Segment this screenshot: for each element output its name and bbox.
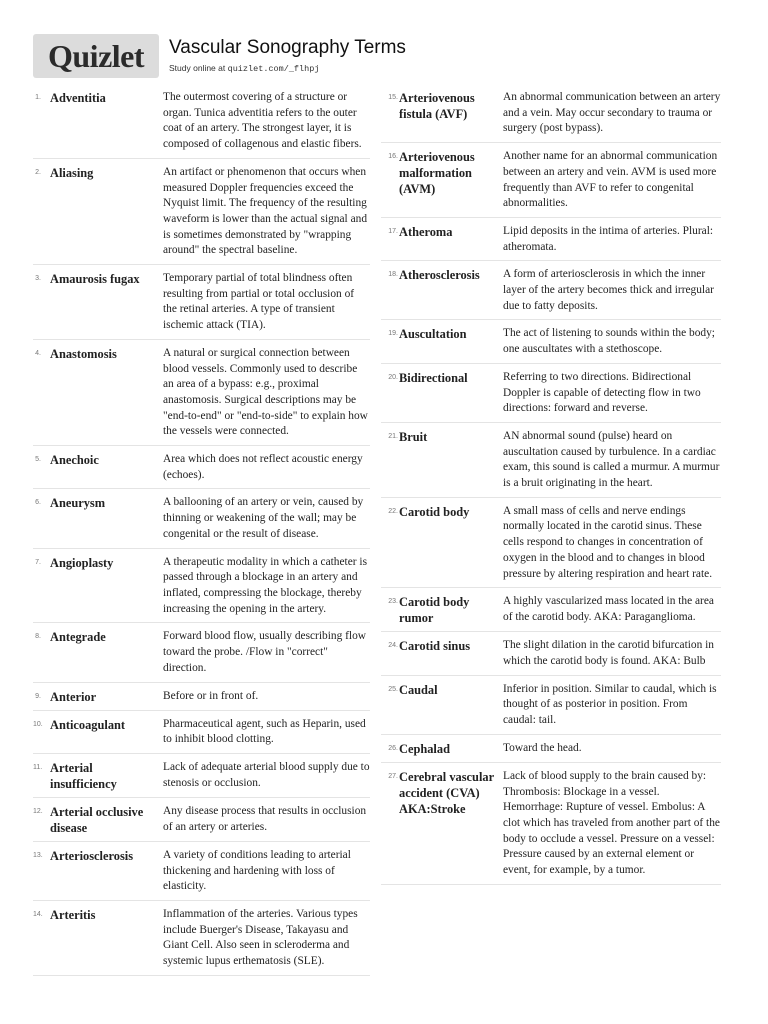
term-number: 17. (388, 227, 398, 235)
term-number: 3. (35, 275, 41, 283)
term-number: 6. (35, 499, 41, 507)
term-number: 10. (33, 720, 43, 728)
term-definition: AN abnormal sound (pulse) heard on auscultation caused by turbulence. In a cardiac exam, this sound is called a murmur. A murmur is a bruit originating in the heart. (503, 429, 720, 490)
term-name: Anterior (50, 689, 97, 704)
term-number: 18. (388, 271, 398, 279)
term-number: 21. (388, 432, 398, 440)
term-definition: Any disease process that results in occlusion of an artery or arteries. (163, 804, 367, 833)
term-row (381, 261, 721, 320)
term-name: Anastomosis (50, 346, 117, 361)
term-name: Aliasing (50, 165, 94, 180)
term-name: Arteritis (50, 908, 96, 923)
term-definition: A therapeutic modality in which a catheter is passed through a blockage in an artery and inflated, compressing the blockage, thereby increasing the opening in the artery. (163, 555, 368, 615)
term-name: Auscultation (399, 327, 467, 342)
term-definition: A variety of conditions leading to arterial thickening and hardening with loss of elasticity. (163, 848, 351, 893)
term-name: Arteriovenous fistula (AVF) (399, 91, 475, 121)
term-number: 12. (33, 807, 43, 815)
study-url-link[interactable]: quizlet.com/_flhpj (227, 64, 320, 74)
term-name: Angioplasty (50, 555, 114, 570)
term-definition: An abnormal communication between an artery and a vein. May occur secondary to trauma or surgery (post bypass). (503, 91, 721, 135)
term-number: 9. (35, 692, 41, 700)
term-number: 8. (35, 633, 41, 641)
term-definition: Before or in front of. (163, 689, 259, 702)
term-definition: The slight dilation in the carotid bifurcation in which the carotid body is found. AKA: Bulb (503, 639, 714, 667)
term-number: 13. (33, 851, 43, 859)
term-number: 1. (35, 94, 41, 101)
term-row (33, 711, 370, 754)
term-name: Cephalad (399, 741, 450, 756)
term-row (33, 754, 370, 798)
term-number: 14. (33, 911, 43, 919)
term-row (381, 218, 721, 261)
term-number: 24. (388, 642, 398, 650)
term-name: Carotid body rumor (399, 595, 470, 626)
term-name: Anechoic (50, 453, 99, 468)
term-row (33, 265, 370, 340)
term-name: Adventitia (50, 91, 106, 105)
term-name: Bidirectional (399, 370, 468, 385)
term-name: Bruit (399, 429, 428, 444)
term-row (381, 364, 721, 423)
term-number: 5. (35, 456, 41, 464)
term-number: 26. (388, 744, 398, 752)
quizlet-logo: Quizlet (33, 34, 159, 78)
term-name: Arterial occlusive disease (50, 804, 144, 835)
term-row (381, 143, 721, 218)
term-name: Atherosclerosis (399, 268, 480, 283)
term-name: Arteriovenous malformation (AVM) (399, 150, 475, 197)
term-row (381, 84, 721, 143)
term-definition: Lipid deposits in the intima of arteries. Plural: atheromata. (503, 224, 714, 253)
term-row (33, 798, 370, 842)
term-definition: Lack of blood supply to the brain caused by: Thrombosis: Blockage in a vessel. Hemorrhage: Rupture of vessel. Embolus: A clot which has traveled from another part of the body to occlude a vessel. Pressure on a vessel: Pressure caused by an external element or event, for example, by a tumor. (503, 769, 720, 877)
term-definition: Inferior in position. Similar to caudal, which is thought of as posterior in position. From caudal: tail. (503, 682, 717, 727)
term-row (33, 901, 370, 976)
term-row (33, 623, 370, 682)
term-name: Arterial insufficiency (50, 760, 117, 791)
term-name: Atheroma (399, 224, 453, 239)
term-row (33, 842, 370, 901)
term-row (33, 683, 370, 711)
term-definition: Lack of adequate arterial blood supply due to stenosis or occlusion. (163, 760, 370, 789)
term-row (381, 320, 721, 363)
term-name: Amaurosis fugax (50, 272, 140, 287)
term-row (33, 84, 370, 159)
page-title: Vascular Sonography Terms (169, 37, 406, 58)
term-definition: Another name for an abnormal communication between an artery and vein. AVM is used more frequently than AVF to refer to congenital abnormalities. (503, 150, 718, 210)
term-number: 20. (388, 373, 398, 381)
term-definition: The act of listening to sounds within the body; one auscultates with a stethoscope. (503, 327, 715, 356)
term-row (381, 676, 721, 735)
left-term-column (33, 84, 370, 976)
term-definition: Referring to two directions. Bidirectional Doppler is capable of detecting flow in two directions: forward and reverse. (503, 370, 701, 415)
term-definition: A highly vascularized mass located in the area of the carotid body. AKA: Paraganglioma. (503, 595, 714, 623)
term-row (381, 498, 721, 589)
term-name: Arteriosclerosis (50, 848, 134, 863)
term-name: Antegrade (50, 630, 106, 645)
right-term-column (381, 84, 721, 885)
term-name: Carotid body (399, 504, 470, 519)
term-number: 27. (388, 772, 398, 780)
term-number: 16. (388, 153, 398, 161)
term-number: 4. (35, 349, 41, 357)
term-name: Caudal (399, 682, 438, 697)
term-row (381, 588, 721, 632)
study-online-line (169, 63, 319, 74)
term-definition: A form of arteriosclerosis in which the inner layer of the artery becomes thick and irregular due to fatty deposits. (503, 268, 714, 312)
term-number: 19. (388, 330, 398, 338)
term-definition: A ballooning of an artery or vein, caused by thinning or weakening of the wall; may be congenital or the result of disease. (163, 496, 364, 540)
term-definition: The outermost covering of a structure or organ. Tunica adventitia refers to the outer coat of an artery. The strongest layer, it is composed of collagenous and elastic fibers. (163, 91, 362, 151)
term-number: 25. (388, 685, 398, 693)
study-prefix: Study online at (169, 63, 226, 73)
term-number: 22. (388, 507, 398, 515)
term-name: Carotid sinus (399, 639, 471, 654)
term-definition: Inflammation of the arteries. Various types include Buerger's Disease, Takayasu and Giant Cell. Also seen in scleroderma and systemic lupus erthematosis (SLE). (163, 908, 358, 968)
term-number: 7. (35, 558, 41, 566)
term-name: Aneurysm (50, 496, 106, 511)
term-number: 11. (33, 763, 43, 771)
term-row (381, 763, 721, 885)
term-definition: Toward the head. (503, 741, 582, 754)
term-row (381, 423, 721, 498)
term-definition: Area which does not reflect acoustic energy (echoes). (163, 453, 363, 481)
term-definition: A small mass of cells and nerve endings normally located in the carotid sinus. These cells respond to changes in concentration of oxygen in the blood and to changes in blood pressure by altering respiration and heart rate. (503, 504, 713, 580)
term-number: 15. (388, 94, 398, 101)
term-row (381, 735, 721, 763)
term-row (381, 632, 721, 675)
term-definition: Pharmaceutical agent, such as Heparin, used to inhibit blood clotting. (163, 717, 366, 746)
term-definition: Forward blood flow, usually describing flow toward the probe. /Flow in "correct" direction. (163, 630, 366, 674)
term-number: 23. (388, 598, 398, 606)
term-row (33, 340, 370, 446)
term-row (33, 549, 370, 624)
term-row (33, 489, 370, 548)
term-row (33, 446, 370, 489)
term-name: Anticoagulant (50, 717, 126, 732)
term-definition: A natural or surgical connection between blood vessels. Commonly used to describe an area of a bypass: e.g., proximal anastomosis. Surgical descriptions may be "end-to-end" or "end-to-side" to explain how the vessels were connected. (163, 346, 368, 438)
term-row (33, 159, 370, 265)
term-definition: Temporary partial of total blindness often resulting from partial or total occlusion of the retinal arteries. A type of transient ischemic attack (TIA). (163, 272, 355, 332)
term-name: Cerebral vascular accident (CVA) AKA:Stroke (399, 769, 494, 816)
term-definition: An artifact or phenomenon that occurs when measured Doppler frequencies exceed the Nyquist limit. The frequency of the resulting waveform is lower than the actual signal and is sometimes demonstrated by "wrapping around" the spectral baseline. (163, 165, 368, 257)
term-number: 2. (35, 168, 41, 176)
